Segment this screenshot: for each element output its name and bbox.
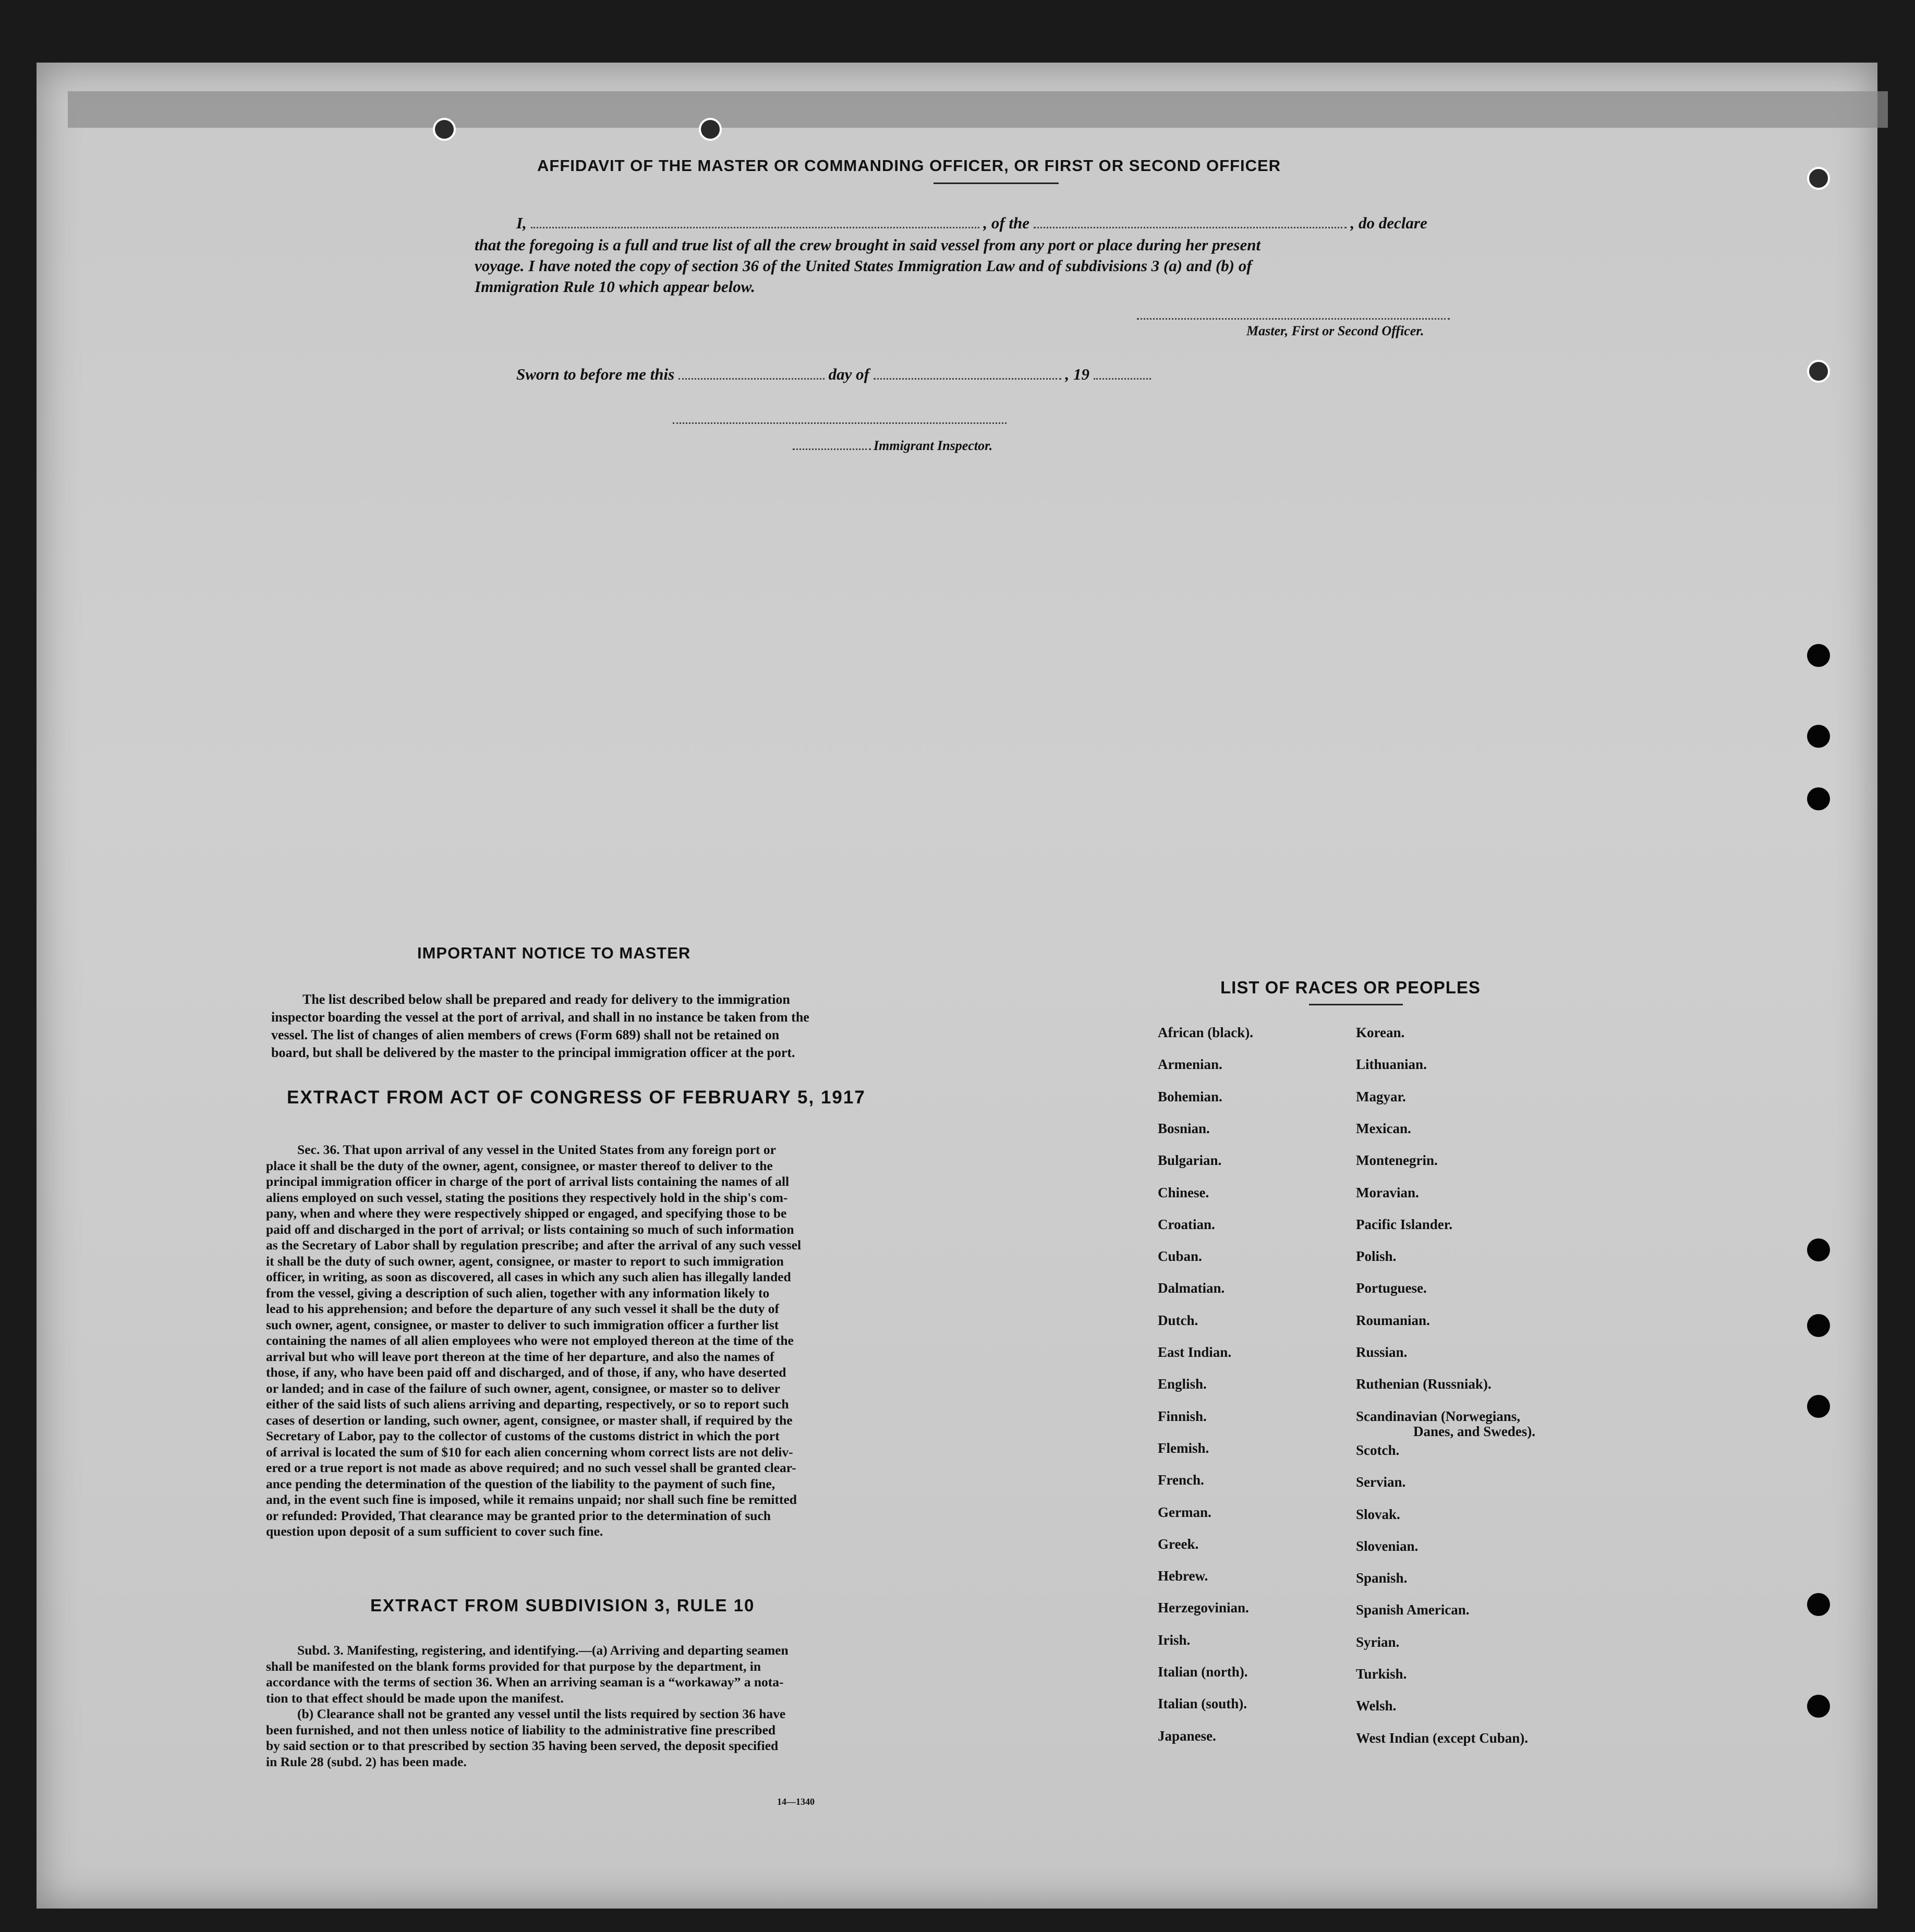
race-item: Herzegovinian. [1158,1600,1249,1616]
notice-line: The list described below shall be prepared and ready for delivery to the immigration [302,992,790,1007]
heading-rule [934,183,1059,184]
sworn-label: Sworn to before me this [516,365,675,383]
race-item: English. [1158,1376,1207,1392]
binder-hole-icon [1807,787,1830,810]
race-item: Greek. [1158,1536,1199,1552]
text-line: of arrival is located the sum of $10 for each alien concerning whom correct lists are not deliv- [266,1444,793,1460]
text-line: containing the names of all alien employees who were not employed thereon at the time of the [266,1333,794,1348]
document-page [37,63,1877,1909]
text-line: question upon deposit of a sum sufficient to cover such fine. [266,1524,603,1539]
ring-hole-icon [433,118,456,141]
sworn-line [516,365,1151,384]
text-line: either of the said lists of such aliens arriving and departing, respectively, or so to report such [266,1396,789,1412]
race-item: Scotch. [1356,1442,1400,1458]
binder-hole-icon [1807,1314,1830,1337]
affidavit-statement [475,235,1260,297]
race-item: Irish. [1158,1632,1191,1648]
month-field-line[interactable] [874,378,1061,380]
notice-line: board, but shall be delivered by the master to the principal immigration officer at the port. [271,1045,795,1060]
text-line: tion to that effect should be made upon the manifest. [266,1690,564,1706]
race-item: Danes, and Swedes). [1413,1424,1536,1439]
year-label: , 19 [1065,365,1089,383]
binder-hole-icon [1807,644,1830,667]
inspector-dots [793,448,871,450]
race-item: Welsh. [1356,1698,1397,1714]
paper-edge-shadow [68,91,1888,128]
race-item: Korean. [1356,1025,1405,1040]
race-item: Dalmatian. [1158,1280,1225,1296]
text-line: accordance with the terms of section 36. When an arriving seaman is a “workaway” a nota- [266,1674,784,1690]
text-line: pany, when and where they were respectively shipped or engaged, and specifying those to be [266,1206,787,1221]
text-line: or landed; and in case of the failure of such owner, agent, consignee, or master so to deliver [266,1380,780,1396]
text-line: arrival but who will leave port thereon at the time of her departure, and also the names of [266,1348,774,1364]
text-line: such owner, agent, consignee, or master to deliver to such immigration officer a further list [266,1317,779,1332]
binder-hole-icon [1807,1695,1830,1718]
race-item: Pacific Islander. [1356,1216,1452,1232]
text-line: Secretary of Labor, pay to the collector of customs of the customs district in which the port [266,1428,780,1443]
text-line: place it shall be the duty of the owner, agent, consignee, or master thereof to deliver to the [266,1158,773,1173]
ring-hole-icon [699,118,722,141]
race-item: Italian (north). [1158,1664,1248,1680]
race-item: Bohemian. [1158,1088,1222,1104]
text-line: by said section or to that prescribed by section 35 having been served, the deposit specified [266,1738,779,1753]
race-item: Ruthenian (Russniak). [1356,1376,1492,1392]
race-item: Italian (south). [1158,1696,1247,1712]
of-the-label: , of the [983,214,1030,232]
rule-heading: EXTRACT FROM SUBDIVISION 3, RULE 10 [370,1596,755,1615]
race-item: African (black). [1158,1025,1253,1040]
race-item: Russian. [1356,1344,1408,1360]
notice-heading: IMPORTANT NOTICE TO MASTER [417,944,691,962]
text-line: as the Secretary of Labor shall by regulation prescribe; and after the arrival of any such vessel [266,1237,802,1253]
statement-line: that the foregoing is a full and true list of all the crew brought in said vessel from any port or place during her present [475,236,1261,254]
ring-hole-icon [1807,167,1830,190]
race-item: Japanese. [1158,1728,1216,1744]
inspector-label: Immigrant Inspector. [874,438,993,453]
race-item: German. [1158,1504,1211,1520]
act-body [266,1142,923,1540]
races-heading: LIST OF RACES OR PEOPLES [1220,978,1481,997]
notice-line: inspector boarding the vessel at the port of arrival, and shall in no instance be taken from the [271,1010,809,1025]
affidavit-heading: AFFIDAVIT OF THE MASTER OR COMMANDING OFFICER, OR FIRST OR SECOND OFFICER [537,156,1281,175]
text-line: from the vessel, giving a description of such alien, together with any information likely to [266,1285,770,1301]
race-item: Hebrew. [1158,1568,1208,1584]
race-item: Montenegrin. [1356,1152,1438,1169]
text-line: and, in the event such fine is imposed, while it remains unpaid; nor shall such fine be remitted [266,1492,797,1507]
binder-hole-icon [1807,1395,1830,1418]
race-item: Flemish. [1158,1440,1209,1456]
text-line: ance pending the determination of the question of the liability to the payment of such fine, [266,1476,775,1491]
ring-hole-icon [1807,360,1830,383]
statement-line: voyage. I have noted the copy of section 36 of the United States Immigration Law and of subdivisions 3 (a) and (b) of [475,257,1252,275]
text-line: Sec. 36. That upon arrival of any vessel in the United States from any foreign port or [297,1142,776,1157]
race-item: Spanish American. [1356,1602,1470,1618]
race-item: Syrian. [1356,1634,1400,1650]
race-item: Dutch. [1158,1312,1198,1328]
race-item: Turkish. [1356,1666,1407,1682]
text-line: shall be manifested on the blank forms provided for that purpose by the department, in [266,1658,761,1674]
text-line: it shall be the duty of such owner, agent, consignee, or master to report to such immigration [266,1253,784,1269]
race-item: Moravian. [1356,1184,1419,1200]
form-number: 14—1340 [777,1796,815,1807]
text-line: in Rule 28 (subd. 2) has been made. [266,1754,467,1769]
race-item: Polish. [1356,1248,1397,1265]
text-line: Subd. 3. Manifesting, registering, and identifying.—(a) Arriving and departing seamen [297,1643,789,1658]
day-field-line[interactable] [678,378,825,380]
binder-hole-icon [1807,1238,1830,1261]
race-item: Bosnian. [1158,1120,1210,1136]
text-line: lead to his apprehension; and before the departure of any such vessel it shall be the duty of [266,1301,779,1316]
text-line: been furnished, and not then unless notice of liability to the administrative fine prescribed [266,1722,776,1737]
affidavit-first-line [516,214,1427,233]
text-line: officer, in writing, as soon as discovered, all cases in which any such alien has illegally landed [266,1269,791,1284]
race-item: Croatian. [1158,1216,1215,1232]
race-item: Bulgarian. [1158,1152,1222,1169]
race-item: Scandinavian (Norwegians, [1356,1408,1521,1424]
race-item: Armenian. [1158,1056,1222,1073]
signature-label: Master, First or Second Officer. [1246,323,1424,338]
race-item: Finnish. [1158,1408,1207,1424]
name-field-line[interactable] [531,227,979,228]
race-item: Portuguese. [1356,1280,1427,1296]
text-line: paid off and discharged in the port of arrival; or lists containing so much of such information [266,1221,794,1237]
race-item: Roumanian. [1356,1312,1430,1328]
signature-line[interactable] [1137,318,1450,320]
text-line: cases of desertion or landing, such owner, agent, consignee, or master shall, if required by the [266,1412,793,1428]
vessel-field-line[interactable] [1034,227,1347,228]
race-item: Mexican. [1356,1120,1411,1136]
race-item: East Indian. [1158,1344,1232,1360]
text-line: aliens employed on such vessel, stating the positions they respectively hold in the ship's com- [266,1189,788,1205]
race-item: Chinese. [1158,1184,1209,1200]
race-item: Spanish. [1356,1570,1408,1586]
text-line: principal immigration officer in charge of the port of arrival lists containing the names of all [266,1174,790,1189]
notice-body [271,991,923,1062]
statement-line: Immigration Rule 10 which appear below. [475,277,755,296]
race-item: West Indian (except Cuban). [1356,1730,1529,1746]
races-rule [1309,1004,1403,1005]
race-item: Lithuanian. [1356,1056,1427,1073]
text-line: those, if any, who have been paid off and discharged, and of those, if any, who have deserted [266,1365,786,1380]
race-item: Slovenian. [1356,1538,1419,1554]
race-item: Servian. [1356,1474,1406,1490]
notice-line: vessel. The list of changes of alien members of crews (Form 689) shall not be retained on [271,1027,780,1042]
rule-body [266,1643,923,1770]
race-item: Slovak. [1356,1506,1400,1522]
i-label: I, [516,214,527,232]
binder-hole-icon [1807,725,1830,748]
text-line: (b) Clearance shall not be granted any vessel until the lists required by section 36 have [297,1706,786,1721]
year-field-line[interactable] [1094,378,1151,380]
race-item: Magyar. [1356,1088,1406,1104]
text-line: ered or a true report is not made as above required; and no such vessel shall be granted clear- [266,1460,796,1475]
do-declare-label: , do declare [1350,214,1427,232]
text-line: or refunded: Provided, That clearance may be granted prior to the determination of such [266,1508,771,1523]
act-heading: EXTRACT FROM ACT OF CONGRESS OF FEBRUARY 5, 1917 [287,1087,866,1108]
binder-hole-icon [1807,1593,1830,1616]
race-item: Cuban. [1158,1248,1202,1265]
inspector-signature-line[interactable] [673,422,1007,424]
race-item: French. [1158,1472,1204,1488]
day-of-label: day of [828,365,869,383]
